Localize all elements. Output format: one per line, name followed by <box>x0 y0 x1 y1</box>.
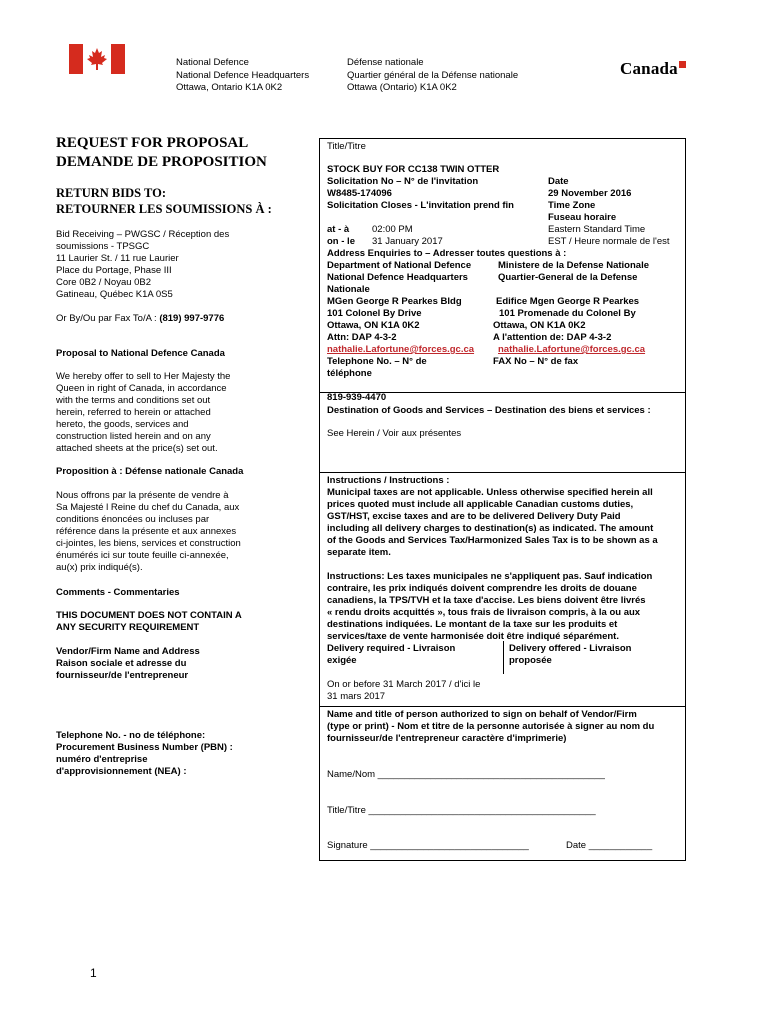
closing-date-value: 31 January 2017 <box>372 236 443 247</box>
enquiry-line: Ottawa, ON K1A 0K2 <box>493 320 586 331</box>
solicitation-block <box>327 176 514 212</box>
enquiry-line: Ottawa, ON K1A 0K2 <box>327 320 420 331</box>
instruction-line: including all delivery charges to destination(s) as indicated. The amount <box>327 523 654 534</box>
telephone-pbn-line: numéro d'entreprise <box>56 754 148 765</box>
enquiry-line: National Defence Headquarters <box>327 272 468 283</box>
enquiries-french <box>493 260 649 368</box>
fax-label: Or By/Ou par Fax To/A : <box>56 313 160 324</box>
timezone-label: Time Zone <box>548 200 596 211</box>
telephone-value: 819-939-4470 <box>327 392 387 403</box>
header-en-line: Ottawa, Ontario K1A 0K2 <box>176 82 283 93</box>
contact-email-link[interactable]: nathalie.Lafortune@forces.gc.ca <box>327 344 475 355</box>
solicitation-number: W8485-174096 <box>327 188 392 199</box>
instruction-line: Instructions: Les taxes municipales ne s'appliquent pas. Sauf indication <box>327 571 653 582</box>
security-line: THIS DOCUMENT DOES NOT CONTAIN A <box>56 610 242 621</box>
date-value: 29 November 2016 <box>548 188 632 199</box>
delivery-required-line: Delivery required - Livraison <box>327 643 456 654</box>
header-english-address <box>176 57 309 95</box>
title-english: REQUEST FOR PROPOSAL <box>56 135 249 151</box>
divider <box>319 472 686 473</box>
telephone-label-fr: téléphone <box>327 368 372 379</box>
timezone-value: Eastern Standard Time <box>548 224 646 235</box>
instruction-line: « rendu droits acquittés », tous frais de livraison compris, à la ou aux <box>327 607 641 618</box>
instruction-line: of the Goods and Services Tax/Harmonized Sales Tax is to be shown as a <box>327 535 658 546</box>
timezone-value-fr: EST / Heure normale de l'est <box>548 236 670 247</box>
address-line: Gatineau, Québec K1A 0S5 <box>56 289 173 300</box>
delivery-offered-label <box>509 643 631 667</box>
bid-receiving-address <box>56 229 229 301</box>
authorized-signer-label <box>327 709 654 745</box>
instructions-english <box>327 487 658 559</box>
title-value: STOCK BUY FOR CC138 TWIN OTTER <box>327 164 500 175</box>
delivery-required-line: exigée <box>327 655 357 666</box>
delivery-offered-line: Delivery offered - Livraison <box>509 643 632 654</box>
title-french: DEMANDE DE PROPOSITION <box>56 154 267 170</box>
authorized-line: (type or print) - Nom et titre de la personne autorisée à signer au nom du <box>327 721 655 732</box>
enquiries-label: Address Enquiries to – Adresser toutes questions à : <box>327 248 567 259</box>
security-line: ANY SECURITY REQUIREMENT <box>56 622 200 633</box>
proposal-line: attached sheets at the price(s) set out. <box>56 443 218 454</box>
proposal-line: Queen in right of Canada, in accordance <box>56 383 227 394</box>
comments-heading: Comments - Commentaries <box>56 587 180 598</box>
divider <box>319 706 686 707</box>
enquiries-english <box>327 260 474 380</box>
telephone-label: Telephone No. – N° de <box>327 356 427 367</box>
proposal-line: Sa Majesté l Reine du chef du Canada, aux <box>56 502 240 513</box>
instruction-line: contraire, les prix indiqués doivent comprendre les droits de douane <box>327 583 637 594</box>
proposal-line: ci-jointes, les biens, services et construction <box>56 538 241 549</box>
header-fr-line: Défense nationale <box>347 57 424 68</box>
delivery-offered-line: proposée <box>509 655 552 666</box>
closing-time-value: 02:00 PM <box>372 224 413 235</box>
wordmark-flag-icon <box>679 61 686 68</box>
contact-email-link-fr[interactable]: nathalie.Lafortune@forces.gc.ca <box>498 344 646 355</box>
telephone-pbn-line: Telephone No. - no de téléphone: <box>56 730 206 741</box>
delivery-date-line: On or before 31 March 2017 / d'ici le <box>327 679 481 690</box>
proposal-english-heading: Proposal to National Defence Canada <box>56 348 225 359</box>
instruction-line: GST/HST, excise taxes and are to be delivered Delivery Duty Paid <box>327 511 621 522</box>
return-bids-heading <box>56 185 272 217</box>
return-bids-french: RETOURNER LES SOUMISSIONS À : <box>56 202 272 216</box>
proposal-line: herein, referred to herein or attached <box>56 407 211 418</box>
at-label: at - à <box>327 224 350 235</box>
proposal-line: conditions énoncées ou incluses par <box>56 514 210 525</box>
instruction-line: services/taxe de vente harmonisée doit être indiqué séparément. <box>327 631 619 642</box>
address-line: Bid Receiving – PWGSC / Réception des <box>56 229 230 240</box>
date-timezone-block <box>548 176 670 248</box>
header-fr-line: Quartier général de la Défense nationale <box>347 69 519 81</box>
canada-wordmark <box>620 59 686 79</box>
title-field[interactable]: Title/Titre ___________________________________________ <box>327 805 596 816</box>
delivery-required-value <box>327 679 480 703</box>
enquiry-line: Nationale <box>327 284 370 295</box>
enquiry-line: Department of National Defence <box>327 260 472 271</box>
fax-line <box>56 313 224 325</box>
proposal-line: énumérés ici sur toute feuille ci-annexée, <box>56 550 229 561</box>
canada-flag-icon <box>69 44 125 74</box>
wordmark-text: Canada <box>620 59 678 78</box>
return-bids-english: RETURN BIDS TO: <box>56 186 166 200</box>
date-field[interactable]: Date ____________ <box>566 840 653 851</box>
fax-number: (819) 997-9776 <box>159 313 225 324</box>
divider <box>503 641 504 674</box>
security-notice <box>56 610 242 634</box>
header-fr-line: Ottawa (Ontario) K1A 0K2 <box>347 82 457 93</box>
proposal-french-text <box>56 490 241 574</box>
timezone-label-fr: Fuseau horaire <box>548 212 617 223</box>
address-line: soumissions - TPSGC <box>56 241 150 252</box>
proposal-line: We hereby offer to sell to Her Majesty the <box>56 371 231 382</box>
address-line: 11 Laurier St. / 11 rue Laurier <box>56 253 179 264</box>
destination-value: See Herein / Voir aux présentes <box>327 428 462 439</box>
enquiry-line: 101 Promenade du Colonel By <box>499 308 636 319</box>
proposal-line: Nous offrons par la présente de vendre à <box>56 490 229 501</box>
proposal-line: construction listed herein and on any <box>56 431 211 442</box>
vendor-line: Raison sociale et adresse du <box>56 658 187 669</box>
header-french-address <box>347 57 518 95</box>
telephone-pbn-line: d'approvisionnement (NEA) : <box>56 766 187 777</box>
telephone-pbn-line: Procurement Business Number (PBN) : <box>56 742 233 753</box>
title-label: Title/Titre <box>327 141 366 152</box>
on-label: on - le <box>327 236 355 247</box>
vendor-line: Vendor/Firm Name and Address <box>56 646 200 657</box>
enquiry-line: MGen George R Pearkes Bldg <box>327 296 462 307</box>
enquiry-line: Edifice Mgen George R Pearkes <box>496 296 640 307</box>
proposal-line: hereto, the goods, services and <box>56 419 189 430</box>
closing-time <box>327 224 443 248</box>
enquiry-line: A l'attention de: DAP 4-3-2 <box>493 332 612 343</box>
enquiry-line: Ministere de la Defense Nationale <box>498 260 649 271</box>
proposal-french-heading: Proposition à : Défense nationale Canada <box>56 466 244 477</box>
proposal-line: au(x) prix indiqué(s). <box>56 562 143 573</box>
vendor-label <box>56 646 200 682</box>
vendor-line: fournisseur/de l'entrepreneur <box>56 670 189 681</box>
authorized-line: fournisseur/de l'entrepreneur caractère d'imprimerie) <box>327 733 567 744</box>
closes-label: Solicitation Closes - L'invitation prend fin <box>327 200 514 211</box>
enquiry-line: Attn: DAP 4-3-2 <box>327 332 397 343</box>
instruction-line: prices quoted must include all applicable Canadian customs duties, <box>327 499 634 510</box>
header-en-line: National Defence <box>176 57 249 68</box>
enquiry-line: 101 Colonel By Drive <box>327 308 422 319</box>
telephone-pbn-label <box>56 730 233 778</box>
instruction-line: Municipal taxes are not applicable. Unless otherwise specified herein all <box>327 487 653 498</box>
instruction-line: canadiens, la TPS/TVH et la taxe d'accise. Les biens doivent être livrés <box>327 595 646 606</box>
fax-label: FAX No – N° de fax <box>493 356 579 367</box>
proposal-english-text <box>56 371 230 455</box>
proposal-line: référence dans la présente et aux annexes <box>56 526 237 537</box>
page-title <box>56 134 267 172</box>
address-line: Place du Portage, Phase III <box>56 265 172 276</box>
solicitation-label: Solicitation No – N° de l'invitation <box>327 176 479 187</box>
header-en-line: National Defence Headquarters <box>176 69 310 81</box>
destination-label: Destination of Goods and Services – Destination des biens et services : <box>327 405 651 416</box>
enquiry-line <box>493 284 649 296</box>
instruction-line: separate item. <box>327 547 391 558</box>
name-field[interactable]: Name/Nom ___________________________________________ <box>327 769 605 780</box>
instructions-french <box>327 571 652 643</box>
instructions-label: Instructions / Instructions : <box>327 475 450 486</box>
signature-field[interactable]: Signature ______________________________ <box>327 840 529 851</box>
address-line: Core 0B2 / Noyau 0B2 <box>56 277 152 288</box>
instruction-line: destinations indiquées. Le montant de la taxe sur les produits et <box>327 619 618 630</box>
page-number: 1 <box>90 966 97 980</box>
delivery-required-label <box>327 643 455 667</box>
proposal-line: with the terms and conditions set out <box>56 395 211 406</box>
authorized-line: Name and title of person authorized to sign on behalf of Vendor/Firm <box>327 709 637 720</box>
date-label: Date <box>548 176 569 187</box>
enquiry-line: Quartier-General de la Defense <box>498 272 638 283</box>
delivery-date-line: 31 mars 2017 <box>327 691 386 702</box>
